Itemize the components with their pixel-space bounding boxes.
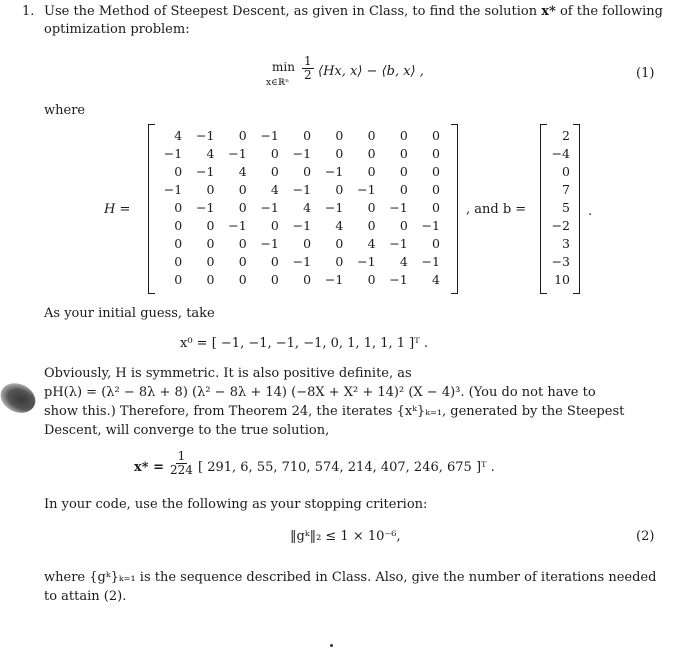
matrix-cell: −1 (292, 182, 312, 197)
obvious-line-3: show this.) Therefore, from Theorem 24, the iterates {xᵏ}ₖ₌₁, generated by the Steepest (44, 404, 625, 419)
matrix-H (148, 124, 458, 292)
matrix-cell: −1 (324, 272, 344, 287)
matrix-cell: 0 (335, 146, 344, 161)
matrix-cell: 4 (238, 164, 247, 179)
intro-line-1 (44, 4, 663, 19)
matrix-cell: −1 (228, 218, 247, 233)
equation-number-2: (2) (636, 529, 655, 544)
matrix-cell: −1 (196, 164, 215, 179)
and-b-label: , and b = (466, 202, 527, 217)
matrix-cell: 0 (270, 218, 279, 233)
matrix-cell: 0 (270, 146, 279, 161)
frac-den: 224 (170, 463, 193, 477)
matrix-cell: −1 (292, 218, 312, 233)
matrix-cell: −1 (389, 236, 408, 251)
matrix-cell: −1 (163, 182, 183, 197)
stray-dot (330, 644, 333, 647)
matrix-cell: −1 (292, 146, 312, 161)
matrix-cell: 0 (432, 164, 440, 179)
matrix-H-grid (158, 127, 448, 289)
matrix-cell: 0 (206, 272, 215, 287)
matrix-cell: 0 (238, 200, 247, 215)
matrix-cell: −1 (357, 254, 376, 269)
matrix-cell: −1 (228, 146, 247, 161)
matrix-cell: −1 (163, 146, 183, 161)
intro-text-end: of the following (559, 4, 663, 19)
matrix-cell: 0 (238, 128, 247, 143)
matrix-cell: 0 (238, 182, 247, 197)
objective-expression: ⟨Hx, x⟩ − ⟨b, x⟩ , (318, 64, 424, 79)
matrix-cell: 4 (270, 182, 279, 197)
matrix-cell: −1 (421, 218, 440, 233)
frac-num: 1 (304, 54, 312, 68)
matrix-cell: 4 (303, 200, 312, 215)
matrix-cell: 0 (432, 236, 440, 251)
matrix-cell: 4 (206, 146, 215, 161)
matrix-cell: 0 (270, 164, 279, 179)
matrix-cell: 4 (174, 128, 183, 143)
initial-guess-text: As your initial guess, take (44, 306, 215, 321)
equation-number-1: (1) (636, 66, 655, 81)
matrix-cell: −1 (260, 128, 279, 143)
stopping-text: In your code, use the following as your stopping criterion: (44, 497, 428, 512)
vector-b-grid (544, 127, 576, 289)
vector-cell: −2 (551, 218, 570, 233)
where-g-line-1: where {gᵏ}ₖ₌₁ is the sequence described in Class. Also, give the number of iterations needed (44, 570, 657, 585)
matrix-cell: 0 (367, 146, 376, 161)
intro-text: Use the Method of Steepest Descent, as given in Class, to find the solution (44, 4, 538, 19)
matrix-cell: 0 (432, 200, 440, 215)
left-bracket (148, 124, 155, 294)
x-star-values: [ 291, 6, 55, 710, 574, 214, 407, 246, 675 ]ᵀ . (198, 460, 495, 475)
matrix-cell: 0 (238, 272, 247, 287)
matrix-cell: 4 (335, 218, 344, 233)
stopping-criterion: ‖gᵏ‖₂ ≤ 1 × 10⁻⁶, (290, 529, 401, 544)
matrix-cell: −1 (421, 254, 440, 269)
matrix-cell: 0 (206, 254, 215, 269)
intro-line-2: optimization problem: (44, 22, 190, 37)
b-period: . (588, 204, 593, 219)
obvious-line-1: Obviously, H is symmetric. It is also positive definite, as (44, 366, 412, 381)
matrix-cell: 0 (174, 254, 183, 269)
matrix-cell: 0 (399, 146, 408, 161)
vector-cell: 7 (562, 182, 570, 197)
matrix-cell: −1 (389, 200, 408, 215)
characteristic-polynomial: pH(λ) = (λ² − 8λ + 8) (λ² − 8λ + 14) (−8X + X² + 14)² (X − 4)³. (You do not have to (44, 385, 596, 400)
vector-b (540, 124, 580, 292)
matrix-cell: 0 (174, 200, 183, 215)
matrix-cell: 0 (174, 272, 183, 287)
min-subscript: x∈ℝⁿ (266, 78, 290, 88)
matrix-cell: 4 (367, 236, 376, 251)
vector-cell: −4 (551, 146, 570, 161)
matrix-cell: 0 (174, 218, 183, 233)
vector-cell: 10 (554, 272, 570, 287)
matrix-cell: 0 (367, 200, 376, 215)
vector-cell: 2 (562, 128, 570, 143)
matrix-cell: 0 (399, 218, 408, 233)
matrix-cell: 0 (206, 218, 215, 233)
matrix-cell: 0 (270, 272, 279, 287)
matrix-cell: 4 (399, 254, 408, 269)
half-fraction (302, 55, 314, 82)
matrix-cell: 0 (238, 254, 247, 269)
matrix-cell: 0 (432, 182, 440, 197)
x-star-label: x* = (134, 460, 164, 475)
matrix-cell: 0 (399, 128, 408, 143)
x-star-fraction (170, 450, 193, 477)
where-g-line-2: to attain (2). (44, 589, 127, 604)
vector-cell: −3 (551, 254, 570, 269)
matrix-cell: 0 (238, 236, 247, 251)
matrix-cell: 0 (335, 182, 344, 197)
matrix-cell: 0 (206, 236, 215, 251)
right-bracket (451, 124, 458, 294)
matrix-cell: 0 (335, 254, 344, 269)
matrix-cell: −1 (357, 182, 376, 197)
frac-den: 2 (304, 68, 312, 82)
matrix-cell: 0 (367, 164, 376, 179)
matrix-cell: 0 (303, 236, 312, 251)
matrix-cell: −1 (389, 272, 408, 287)
matrix-cell: −1 (260, 236, 279, 251)
matrix-cell: 0 (399, 182, 408, 197)
matrix-cell: −1 (292, 254, 312, 269)
matrix-cell: 0 (206, 182, 215, 197)
x-star-symbol: x* (541, 4, 556, 19)
matrix-cell: 0 (270, 254, 279, 269)
x0-vector: x⁰ = [ −1, −1, −1, −1, 0, 1, 1, 1, 1 ]ᵀ . (180, 336, 428, 351)
matrix-cell: 0 (303, 164, 312, 179)
matrix-cell: 4 (432, 272, 440, 287)
matrix-cell: 0 (174, 164, 183, 179)
matrix-cell: −1 (260, 200, 279, 215)
problem-number: 1. (22, 4, 35, 19)
where-label: where (44, 103, 86, 118)
matrix-cell: 0 (367, 272, 376, 287)
matrix-cell: 0 (432, 128, 440, 143)
matrix-cell: 0 (335, 128, 344, 143)
vector-cell: 5 (562, 200, 570, 215)
matrix-cell: 0 (303, 128, 312, 143)
matrix-cell: 0 (399, 164, 408, 179)
min-operator: min (272, 60, 295, 74)
vector-cell: 3 (562, 236, 570, 251)
frac-num: 1 (177, 449, 186, 463)
matrix-cell: 0 (432, 146, 440, 161)
matrix-cell: 0 (367, 128, 376, 143)
matrix-cell: 0 (174, 236, 183, 251)
matrix-cell: 0 (303, 272, 312, 287)
vector-cell: 0 (562, 164, 570, 179)
matrix-cell: −1 (324, 164, 344, 179)
matrix-cell: 0 (367, 218, 376, 233)
H-label: H = (104, 202, 131, 217)
right-bracket (573, 124, 580, 294)
obvious-line-4: Descent, will converge to the true solution, (44, 423, 330, 438)
smudge-mark (0, 378, 40, 419)
matrix-cell: −1 (324, 200, 344, 215)
matrix-cell: −1 (196, 200, 215, 215)
matrix-cell: −1 (196, 128, 215, 143)
matrix-cell: 0 (335, 236, 344, 251)
